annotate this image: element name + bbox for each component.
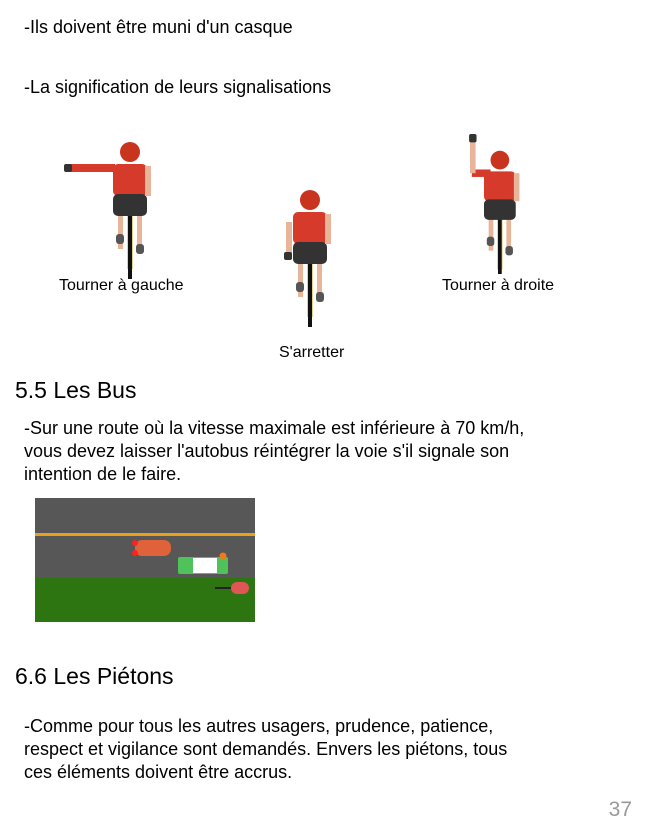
cyclist-turn-right-illustration [466, 134, 530, 274]
bus-road-illustration [35, 498, 255, 622]
bus-text-line: intention de le faire. [24, 464, 182, 484]
car-icon [132, 540, 171, 556]
cyclist-stop-illustration [280, 182, 340, 327]
bus-text-line: vous devez laisser l'autobus réintégrer la voie s'il signale son [24, 441, 510, 461]
helmet-text: -Ils doivent être muni d'un casque [24, 17, 293, 37]
pedestrian-text-line: respect et vigilance sont demandés. Envers les piétons, tous [24, 739, 508, 759]
pedestrian-section-heading: 6.6 Les Piétons [15, 663, 174, 689]
pedestrian-text-line: ces éléments doivent être accrus. [24, 762, 293, 782]
signals-text: -La signification de leurs signalisations [24, 77, 332, 97]
turn-right-caption: Tourner à droite [442, 277, 555, 294]
bus-text-line: -Sur une route où la vitesse maximale est inférieure à 70 km/h, [24, 418, 525, 438]
bus-section-heading: 5.5 Les Bus [15, 377, 137, 403]
stop-caption: S'arretter [279, 344, 345, 361]
cyclist-turn-left-illustration [60, 134, 160, 279]
page-number: 37 [608, 798, 632, 821]
pedestrian-text-line: -Comme pour tous les autres usagers, prudence, patience, [24, 716, 494, 736]
turn-left-caption: Tourner à gauche [59, 277, 184, 294]
